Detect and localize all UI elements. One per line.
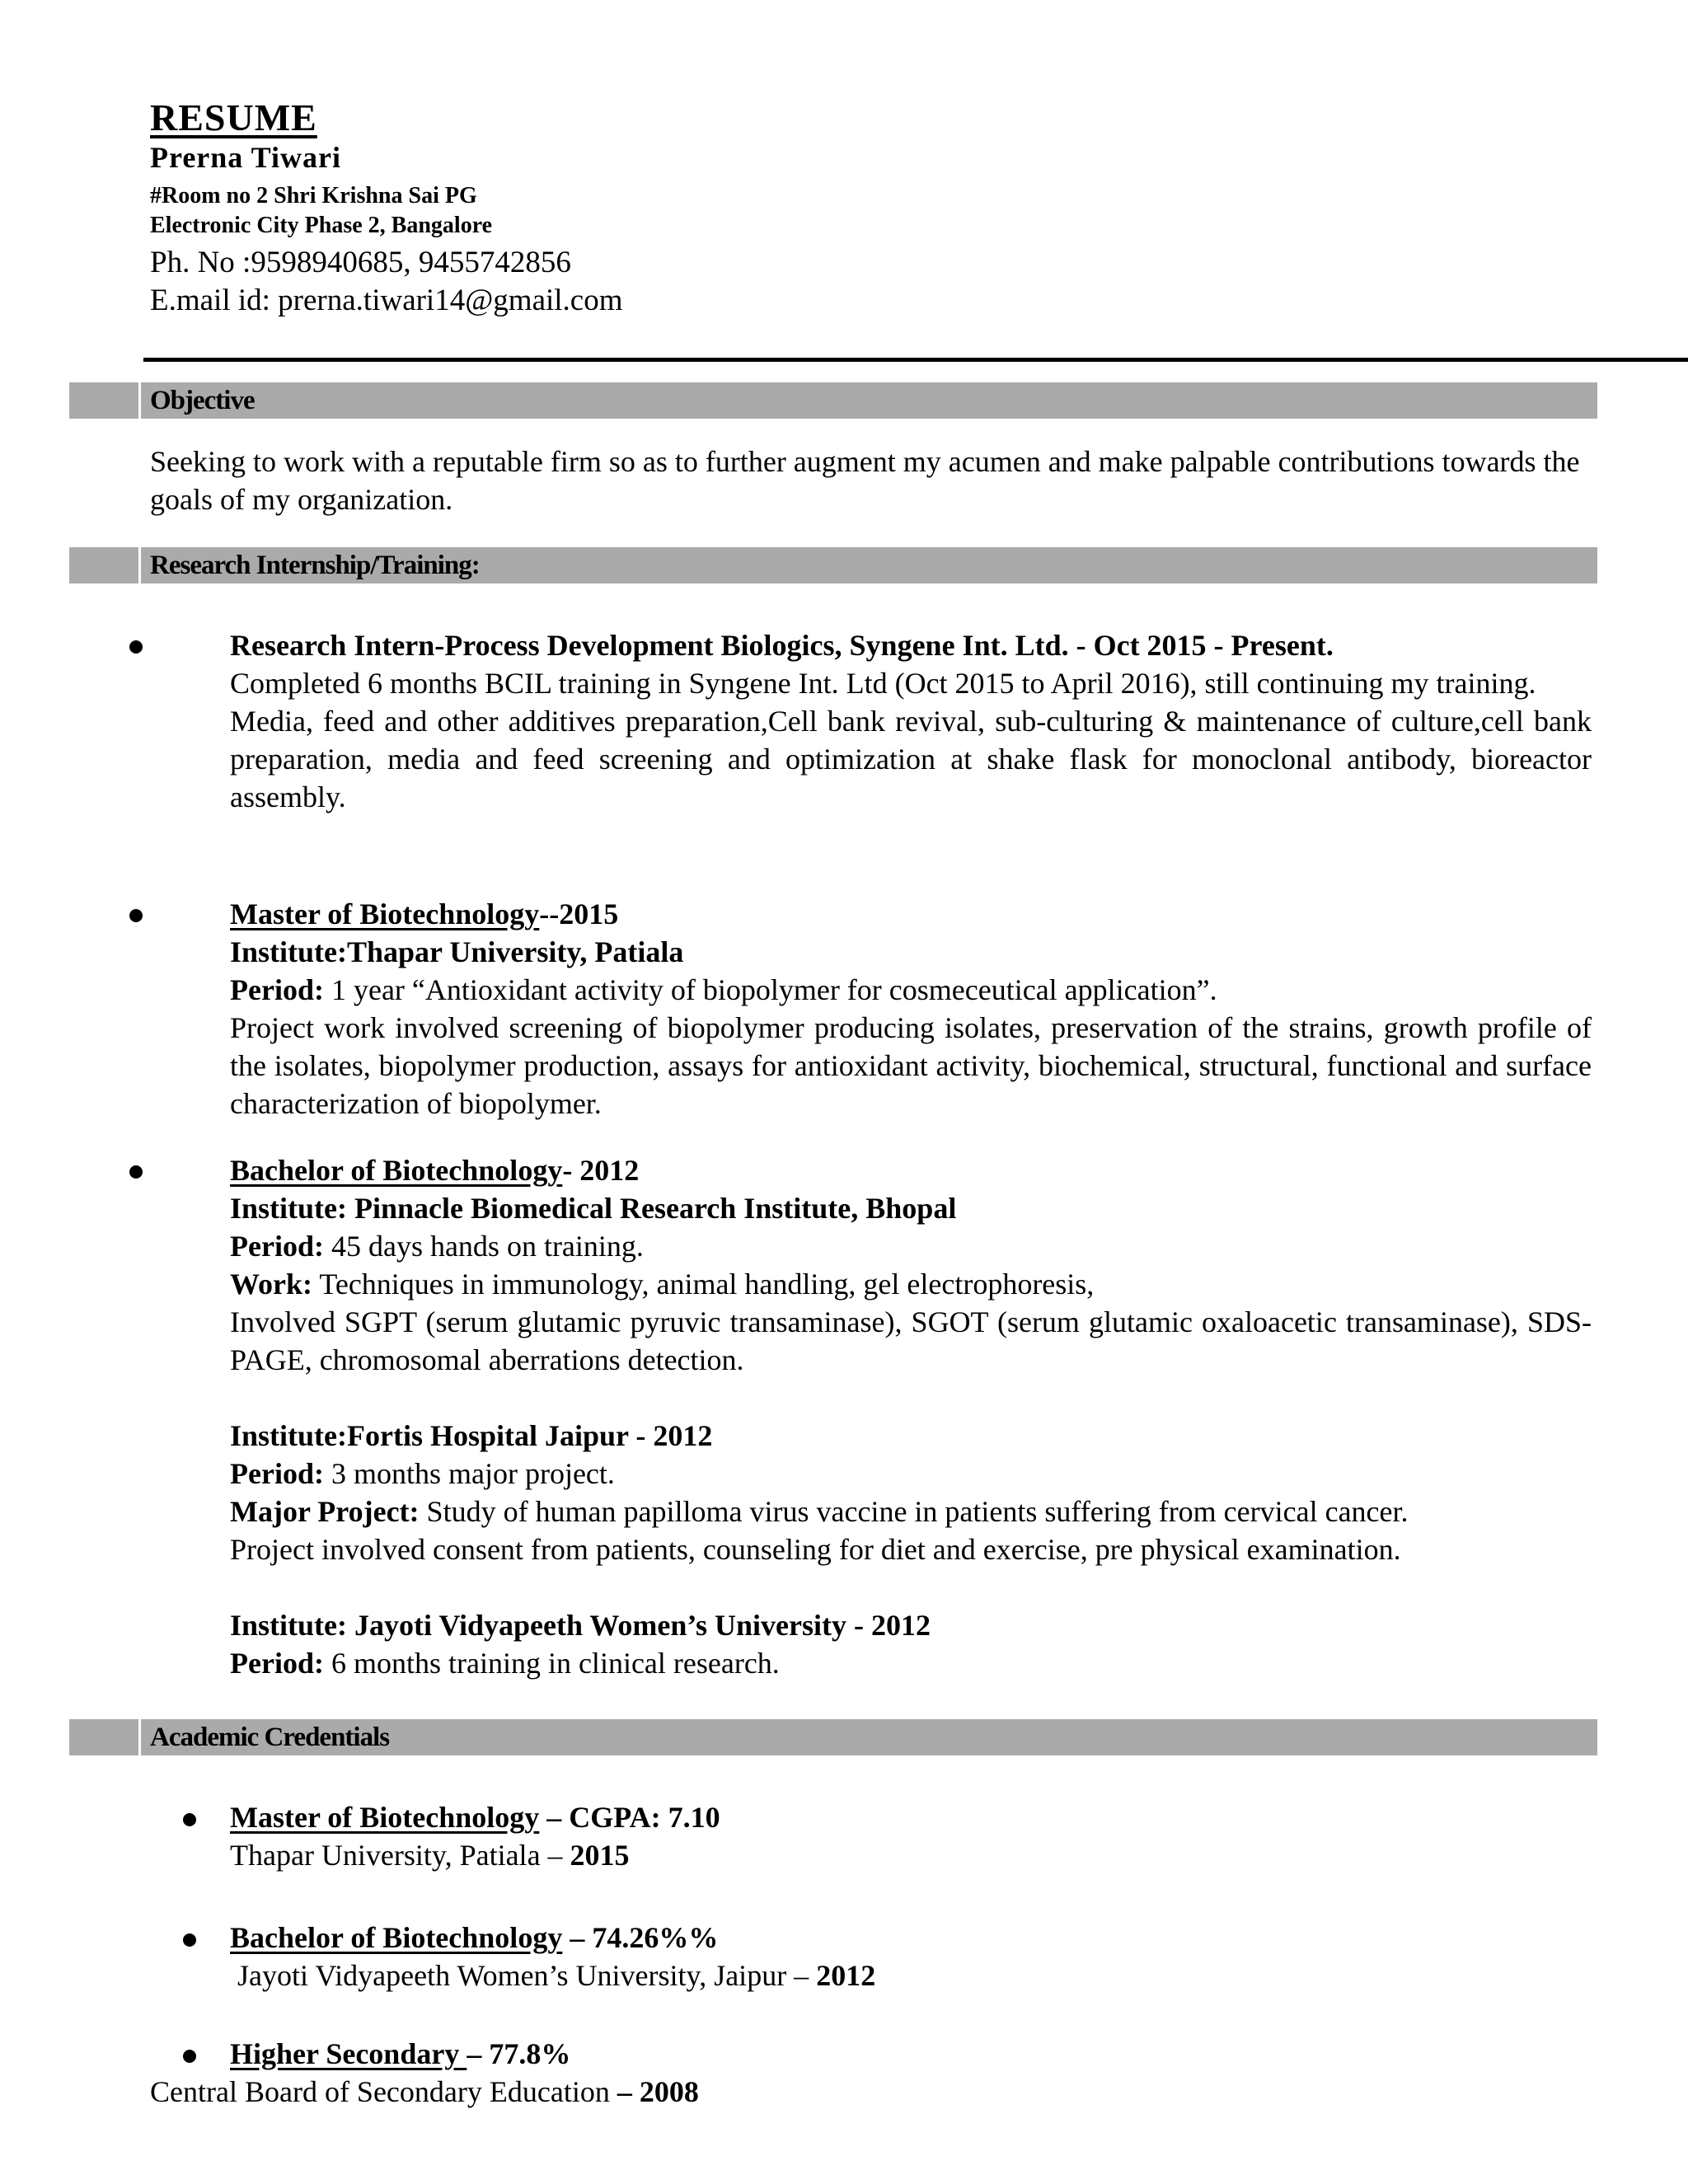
bullet-icon	[129, 1165, 143, 1179]
credential-bachelors	[230, 1919, 718, 1957]
major-project-label: Major Project:	[230, 1495, 420, 1528]
credential-school-line	[150, 2073, 699, 2111]
address-line-1: #Room no 2 Shri Krishna Sai PG	[150, 183, 477, 209]
section-bar-divider	[138, 547, 141, 583]
work-description: Involved SGPT (serum glutamic pyruvic transaminase), SGOT (serum glutamic oxaloacetic transaminase), SDS-PAGE, chromosomal aberrations detection.	[230, 1305, 1592, 1376]
project-description: Project work involved screening of biopolymer producing isolates, preservation of the strains, growth profile of the isolates, biopolymer production, assays for antioxidant activity, biochemical, structural, functional and surface characterization of biopolymer.	[230, 1011, 1592, 1120]
candidate-name: Prerna Tiwari	[150, 141, 341, 174]
institute-line: Institute: Jayoti Vidyapeeth Women’s University - 2012	[230, 1609, 931, 1642]
section-heading-academic: Academic Credentials	[150, 1722, 390, 1752]
credential-degree: Higher Secondary	[230, 2037, 467, 2070]
email-address: E.mail id: prerna.tiwari14@gmail.com	[150, 284, 623, 317]
research-item-line: Media, feed and other additives preparation,Cell bank revival, sub-culturing & maintenance of culture,cell bank preparation, media and feed screening and optimization at shake flask for monoclonal antibody, bioreactor assembly.	[230, 705, 1592, 813]
period-value: 6 months training in clinical research.	[323, 1647, 780, 1680]
credential-school-line	[237, 1957, 875, 1994]
research-item-masters	[230, 895, 1592, 1122]
work-value: Techniques in immunology, animal handling, gel electrophoresis,	[312, 1268, 1095, 1301]
phone-number: Ph. No :9598940685, 9455742856	[150, 246, 571, 279]
institute-line: Institute: Pinnacle Biomedical Research Institute, Bhopal	[230, 1192, 957, 1225]
credential-score: – CGPA: 7.10	[539, 1801, 720, 1834]
credential-degree: Master of Biotechnology	[230, 1801, 540, 1834]
section-bar-research	[69, 547, 1597, 583]
section-bar-divider	[138, 1719, 141, 1755]
research-item-bachelors	[230, 1151, 1592, 1682]
period-label: Period:	[230, 1457, 324, 1490]
period-label: Period:	[230, 973, 324, 1006]
address-line-2: Electronic City Phase 2, Bangalore	[150, 213, 493, 238]
credential-score: – 74.26%%	[562, 1921, 719, 1954]
research-item-line: Completed 6 months BCIL training in Syngene Int. Ltd (Oct 2015 to April 2016), still continuing my training.	[230, 667, 1536, 700]
credential-school: Jayoti Vidyapeeth Women’s University, Jaipur –	[237, 1959, 817, 1992]
credential-degree: Bachelor of Biotechnology	[230, 1921, 563, 1954]
section-bar-academic	[69, 1719, 1597, 1755]
credential-school: Central Board of Secondary Education	[150, 2075, 617, 2108]
credential-higher-secondary	[230, 2035, 570, 2073]
project-description: Project involved consent from patients, counseling for diet and exercise, pre physical examination.	[230, 1533, 1401, 1566]
section-bar-divider	[138, 382, 141, 419]
objective-text: Seeking to work with a reputable firm so as to further augment my acumen and make palpable contributions towards the goals of my organization.	[150, 445, 1580, 516]
research-item-title: Research Intern-Process Development Biologics, Syngene Int. Ltd. - Oct 2015 - Present.	[230, 629, 1334, 662]
header-divider	[143, 358, 1688, 362]
institute-line: Institute:Fortis Hospital Jaipur - 2012	[230, 1419, 713, 1452]
degree-title: Master of Biotechnology	[230, 898, 540, 930]
period-value: 3 months major project.	[323, 1457, 615, 1490]
credential-school-line	[230, 1836, 630, 1874]
period-value: 45 days hands on training.	[323, 1230, 644, 1263]
bullet-icon	[183, 1933, 196, 1947]
period-value: 1 year “Antioxidant activity of biopolymer for cosmeceutical application”.	[323, 973, 1217, 1006]
section-heading-research: Research Internship/Training:	[150, 551, 480, 580]
institute-value: :Thapar University, Patiala	[337, 935, 684, 968]
credential-score: – 77.8%	[467, 2037, 571, 2070]
period-label: Period:	[230, 1647, 324, 1680]
credential-masters	[230, 1798, 720, 1836]
section-bar-objective	[69, 382, 1597, 419]
bullet-icon	[183, 1813, 196, 1826]
degree-year: - 2012	[562, 1154, 640, 1187]
degree-title: Bachelor of Biotechnology	[230, 1154, 563, 1187]
institute-label: Institute	[230, 935, 338, 968]
resume-title: RESUME	[150, 96, 317, 138]
credential-school: Thapar University, Patiala –	[230, 1839, 570, 1872]
degree-year: --2015	[539, 898, 619, 930]
research-item-syngene	[230, 626, 1592, 816]
bullet-icon	[129, 909, 143, 922]
credential-year: – 2008	[617, 2075, 699, 2108]
period-label: Period:	[230, 1230, 324, 1263]
credential-year: 2015	[570, 1839, 630, 1872]
work-label: Work:	[230, 1268, 313, 1301]
section-heading-objective: Objective	[150, 386, 255, 415]
credential-year: 2012	[816, 1959, 876, 1992]
major-project-value: Study of human papilloma virus vaccine in patients suffering from cervical cancer.	[419, 1495, 1409, 1528]
bullet-icon	[183, 2050, 196, 2063]
bullet-icon	[129, 640, 143, 654]
